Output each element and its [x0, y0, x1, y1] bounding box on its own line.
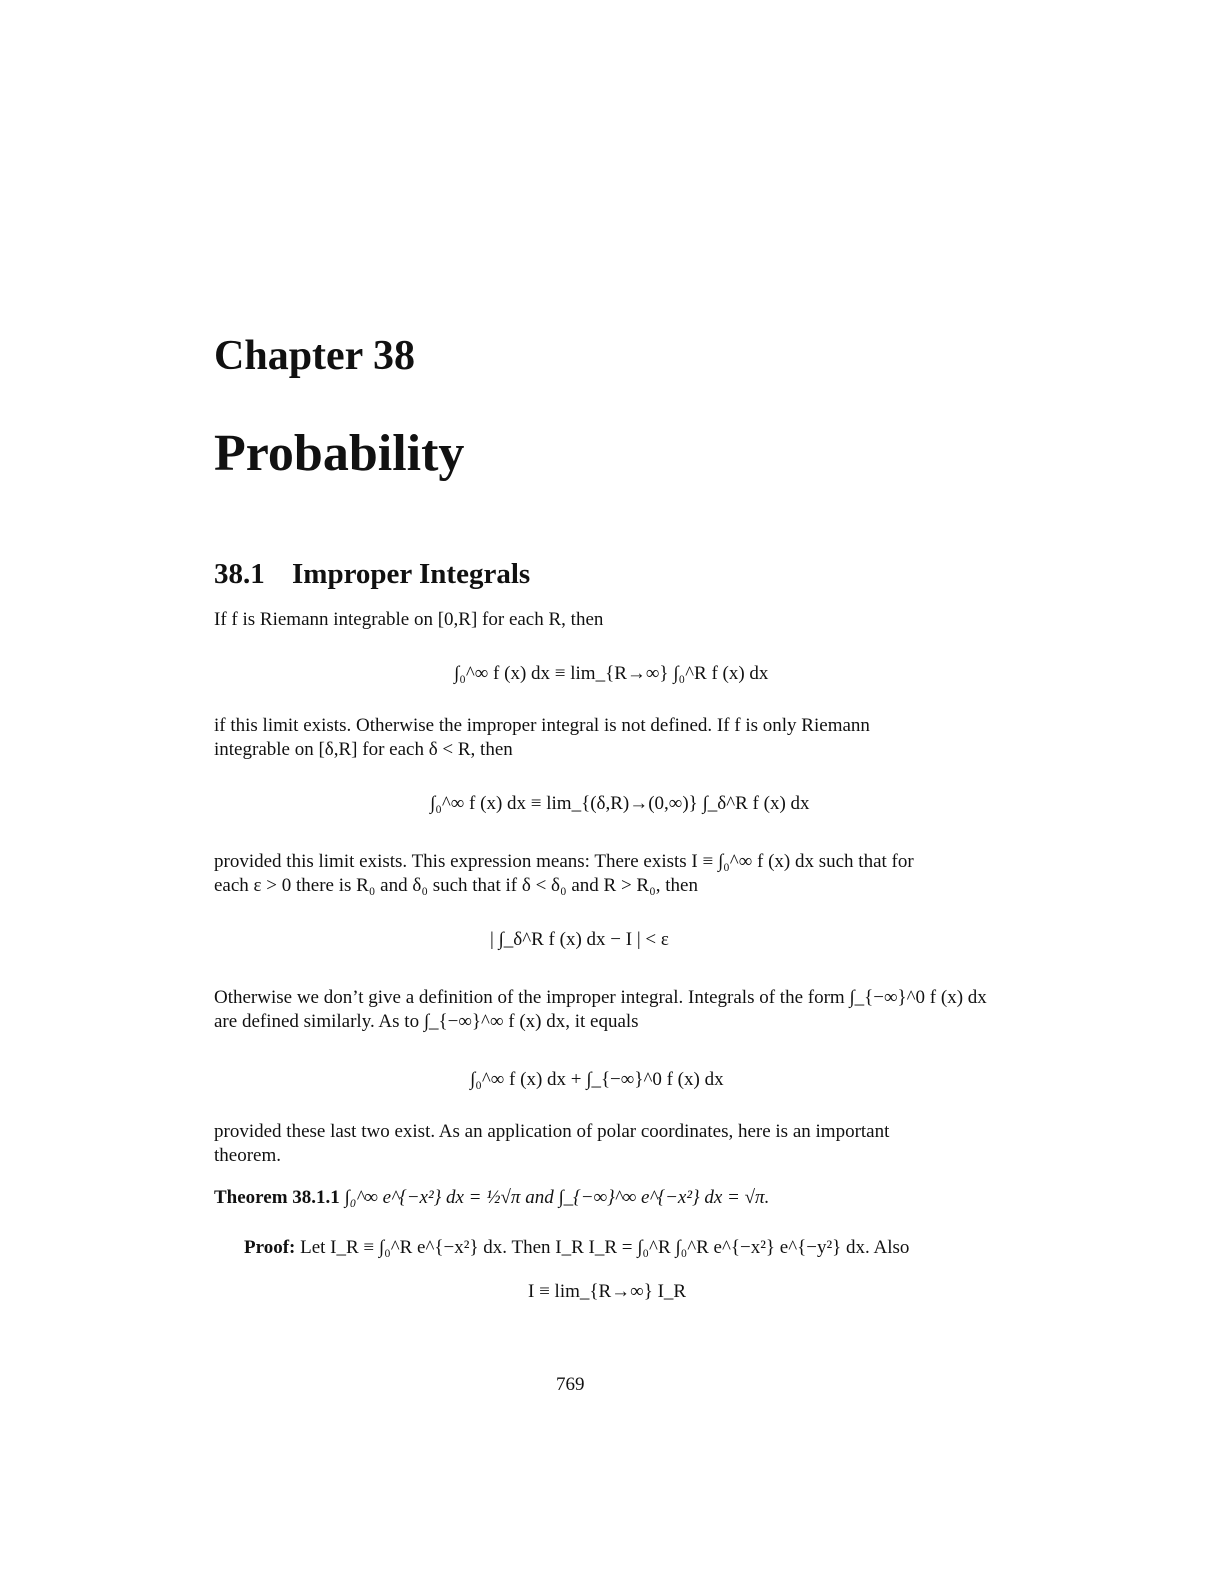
proof-label: Proof: [244, 1237, 296, 1258]
paragraph-line: if this limit exists. Otherwise the improper integral is not defined. If f is only Riemann [214, 715, 870, 736]
theorem-statement: ∫₀^∞ e^{−x²} dx = ½√π and ∫_{−∞}^∞ e^{−x²} dx = √π. [344, 1187, 770, 1208]
paragraph-4 [214, 986, 987, 1034]
theorem [214, 1186, 954, 1210]
page-number: 769 [556, 1374, 585, 1395]
chapter-title: Probability [214, 425, 465, 482]
equation-5: I ≡ lim_{R→∞} I_R [528, 1281, 687, 1302]
paragraph-line: provided these last two exist. As an application of polar coordinates, here is an important [214, 1121, 890, 1142]
paragraph-1 [214, 608, 954, 632]
paragraph-line: Otherwise we don’t give a definition of the improper integral. Integrals of the form ∫_{−∞}^0 f (x) dx [214, 987, 987, 1008]
section-title: Improper Integrals [292, 558, 531, 590]
paragraph-3 [214, 850, 954, 898]
theorem-label: Theorem 38.1.1 [214, 1187, 340, 1208]
equation-1: ∫₀^∞ f (x) dx ≡ lim_{R→∞} ∫₀^R f (x) dx [454, 663, 769, 684]
equation-2: ∫₀^∞ f (x) dx ≡ lim_{(δ,R)→(0,∞)} ∫_δ^R f (x) dx [430, 793, 810, 814]
equation-4: ∫₀^∞ f (x) dx + ∫_{−∞}^0 f (x) dx [470, 1069, 724, 1090]
equation-3: | ∫_δ^R f (x) dx − I | < ε [490, 929, 669, 950]
paragraph-line: each ε > 0 there is R₀ and δ₀ such that if δ < δ₀ and R > R₀, then [214, 875, 698, 896]
paragraph-line: integrable on [δ,R] for each δ < R, then [214, 739, 513, 760]
chapter-label: Chapter 38 [214, 333, 416, 379]
paragraph-line: theorem. [214, 1145, 282, 1166]
paragraph-line: If f is Riemann integrable on [0,R] for each R, then [214, 609, 604, 630]
paragraph-5 [214, 1120, 954, 1168]
paragraph-line: are defined similarly. As to ∫_{−∞}^∞ f (x) dx, it equals [214, 1011, 639, 1032]
paragraph-line: provided this limit exists. This expression means: There exists I ≡ ∫₀^∞ f (x) dx such that for [214, 851, 914, 872]
proof [244, 1236, 944, 1260]
paragraph-2 [214, 714, 954, 762]
section-heading [214, 556, 530, 592]
proof-text: Let I_R ≡ ∫₀^R e^{−x²} dx. Then I_R I_R = ∫₀^R ∫₀^R e^{−x²} e^{−y²} dx. Also [300, 1237, 910, 1258]
section-number: 38.1 [214, 558, 265, 590]
